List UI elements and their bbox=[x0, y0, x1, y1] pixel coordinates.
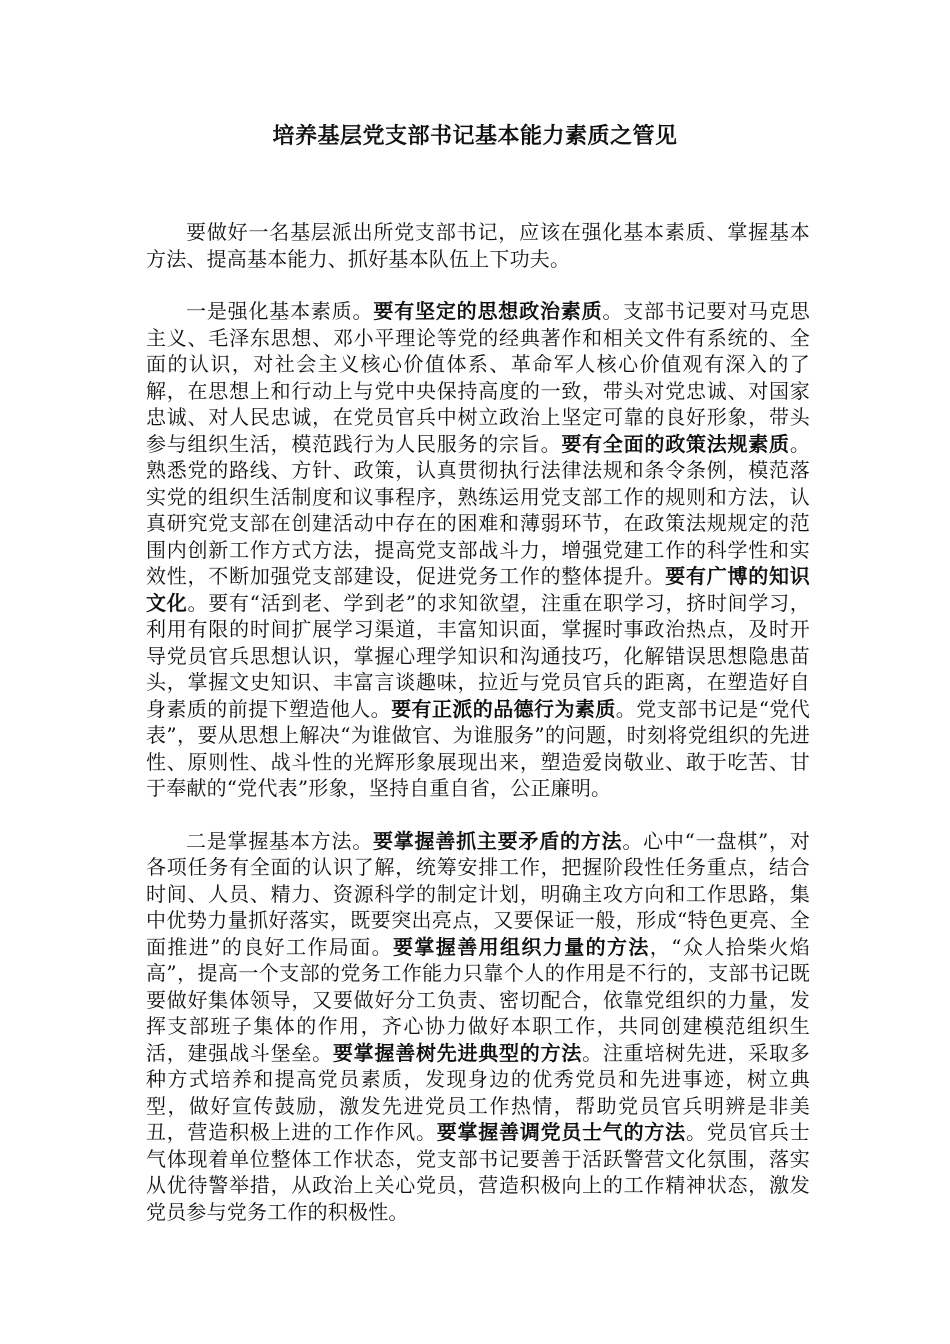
section-1-heading-4: 要有正派的品德行为素质 bbox=[391, 696, 616, 721]
section-1-paragraph bbox=[146, 298, 810, 802]
section-2-text-1: 。心中“一盘棋”，对各项任务有全面的认识了解，统筹安排工作，把握阶段性任务重点，结合时间、人员、精力、资源科学的制定计划，明确主攻方向和工作思路，集中优势力量抓好落实，既要突出亮点，又要保证一般，形成“特色更亮、全面推进”的良好工作局面。 bbox=[146, 828, 810, 959]
intro-paragraph: 要做好一名基层派出所党支部书记，应该在强化基本素质、掌握基本方法、提高基本能力、抓好基本队伍上下功夫。 bbox=[146, 220, 810, 271]
section-1-text-2: 。熟悉党的路线、方针、政策，认真贯彻执行法律法规和条令条例，模范落实党的组织生活制度和议事程序，熟练运用党支部工作的规则和方法，认真研究党支部在创建活动中存在的困难和薄弱环节，在政策法规规定的范围内创新工作方式方法，提高党支部战斗力，增强党建工作的科学性和实效性，不断加强党支部建设，促进党务工作的整体提升。 bbox=[146, 431, 811, 588]
document-body bbox=[146, 219, 810, 1251]
section-1-heading-3: 要有广博的知识文化 bbox=[146, 564, 811, 615]
section-2-paragraph bbox=[146, 828, 810, 1226]
section-2-heading-1: 要掌握善抓主要矛盾的方法 bbox=[373, 828, 623, 853]
document-title: 培养基层党支部书记基本能力素质之管见 bbox=[272, 124, 678, 149]
section-1-text-1: 。支部书记要对马克思主义、毛泽东思想、邓小平理论等党的经典著作和相关文件有系统的、全面的认识，对社会主义核心价值体系、革命军人核心价值观有深入的了解，在思想上和行动上与党中央保持高度的一致，带头对党忠诚、对国家忠诚、对人民忠诚，在党员官兵中树立政治上坚定可靠的良好形象，带头参与组织生活，模范践行为人民服务的宗旨。 bbox=[146, 299, 811, 456]
section-1-heading-1: 要有坚定的思想政治素质 bbox=[373, 299, 603, 323]
section-1-lead: 一是强化基本素质。 bbox=[186, 299, 374, 323]
section-2-text-3: 。注重培树先进，采取多种方式培养和提高党员素质，发现身边的优秀党员和先进事迹，树立典型，做好宣传鼓励，激发先进党员工作热情，帮助党员官兵明辨是非美丑，营造积极上进的工作作风。 bbox=[146, 1040, 810, 1144]
section-1-heading-2: 要有全面的政策法规素质 bbox=[561, 431, 790, 456]
section-1-text-4: 。党支部书记是“党代表”，要从思想上解决“为谁做官、为谁服务”的问题，时刻将党组织的先进性、原则性、战斗性的光辉形象展现出来，塑造爱岗敬业、敢于吃苦、甘于奉献的“党代表”形象，坚持自重自省，公正廉明。 bbox=[146, 696, 811, 800]
section-2-heading-3: 要掌握善树先进典型的方法 bbox=[332, 1040, 583, 1065]
section-2-text-2: ，“众人拾柴火焰高”，提高一个支部的党务工作能力只靠个人的作用是不行的，支部书记既要做好集体领导，又要做好分工负责、密切配合，依靠党组织的力量，发挥支部班子集体的作用，齐心协力做好本职工作，共同创建模范组织生活，建强战斗堡垒。 bbox=[146, 934, 811, 1065]
section-1-text-3: 。要有“活到老、学到老”的求知欲望，注重在职学习，挤时间学习，利用有限的时间扩展学习渠道，丰富知识面，掌握时事政治热点，及时开导党员官兵思想认识，掌握心理学知识和沟通技巧，化解错误思想隐患苗头，掌握文史知识、丰富言谈趣味，拉近与党员官兵的距离，在塑造好自身素质的前提下塑造他人。 bbox=[146, 590, 810, 721]
section-2-lead: 二是掌握基本方法。 bbox=[186, 828, 373, 853]
section-2-heading-4: 要掌握善调党员士气的方法 bbox=[436, 1120, 686, 1144]
section-2-text-4: 。党员官兵士气体现着单位整体工作状态，党支部书记要善于活跃警营文化氛围，落实从优待警举措，从政治上关心党员，营造积极向上的工作精神状态，激发党员参与党务工作的积极性。 bbox=[146, 1120, 811, 1224]
section-2-heading-2: 要掌握善用组织力量的方法 bbox=[393, 934, 650, 959]
